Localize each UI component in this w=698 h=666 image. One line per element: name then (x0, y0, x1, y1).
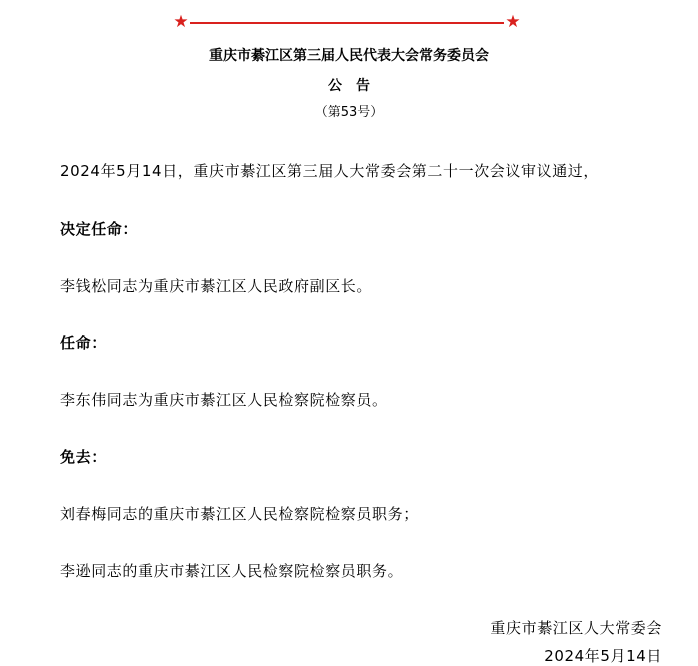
intro-paragraph: 2024年5月14日，重庆市綦江区第三届人大常委会第二十一次会议审议通过， (60, 162, 600, 180)
star-icon: ★ (173, 12, 189, 32)
document-number: （第53号） (314, 105, 384, 120)
signature-org: 重庆市綦江区人大常委会 (490, 619, 662, 637)
section-heading-appoint: 决定任命： (60, 220, 139, 238)
section-heading-remove: 免去： (60, 448, 107, 466)
nomination-item: 李东伟同志为重庆市綦江区人民检察院检察员。 (60, 391, 388, 409)
header-decoration (172, 13, 522, 33)
document-title: 重庆市綦江区第三届人民代表大会常务委员会 (209, 48, 489, 64)
section-heading-nominate: 任命： (60, 334, 107, 352)
signature-date: 2024年5月14日 (544, 647, 662, 665)
header-divider (190, 22, 504, 24)
removal-item: 李逊同志的重庆市綦江区人民检察院检察员职务。 (60, 562, 404, 580)
document-subtitle: 公告 (328, 78, 384, 94)
removal-item: 刘春梅同志的重庆市綦江区人民检察院检察员职务； (60, 505, 419, 523)
appointment-item: 李钱松同志为重庆市綦江区人民政府副区长。 (60, 277, 373, 295)
star-icon: ★ (505, 12, 521, 32)
